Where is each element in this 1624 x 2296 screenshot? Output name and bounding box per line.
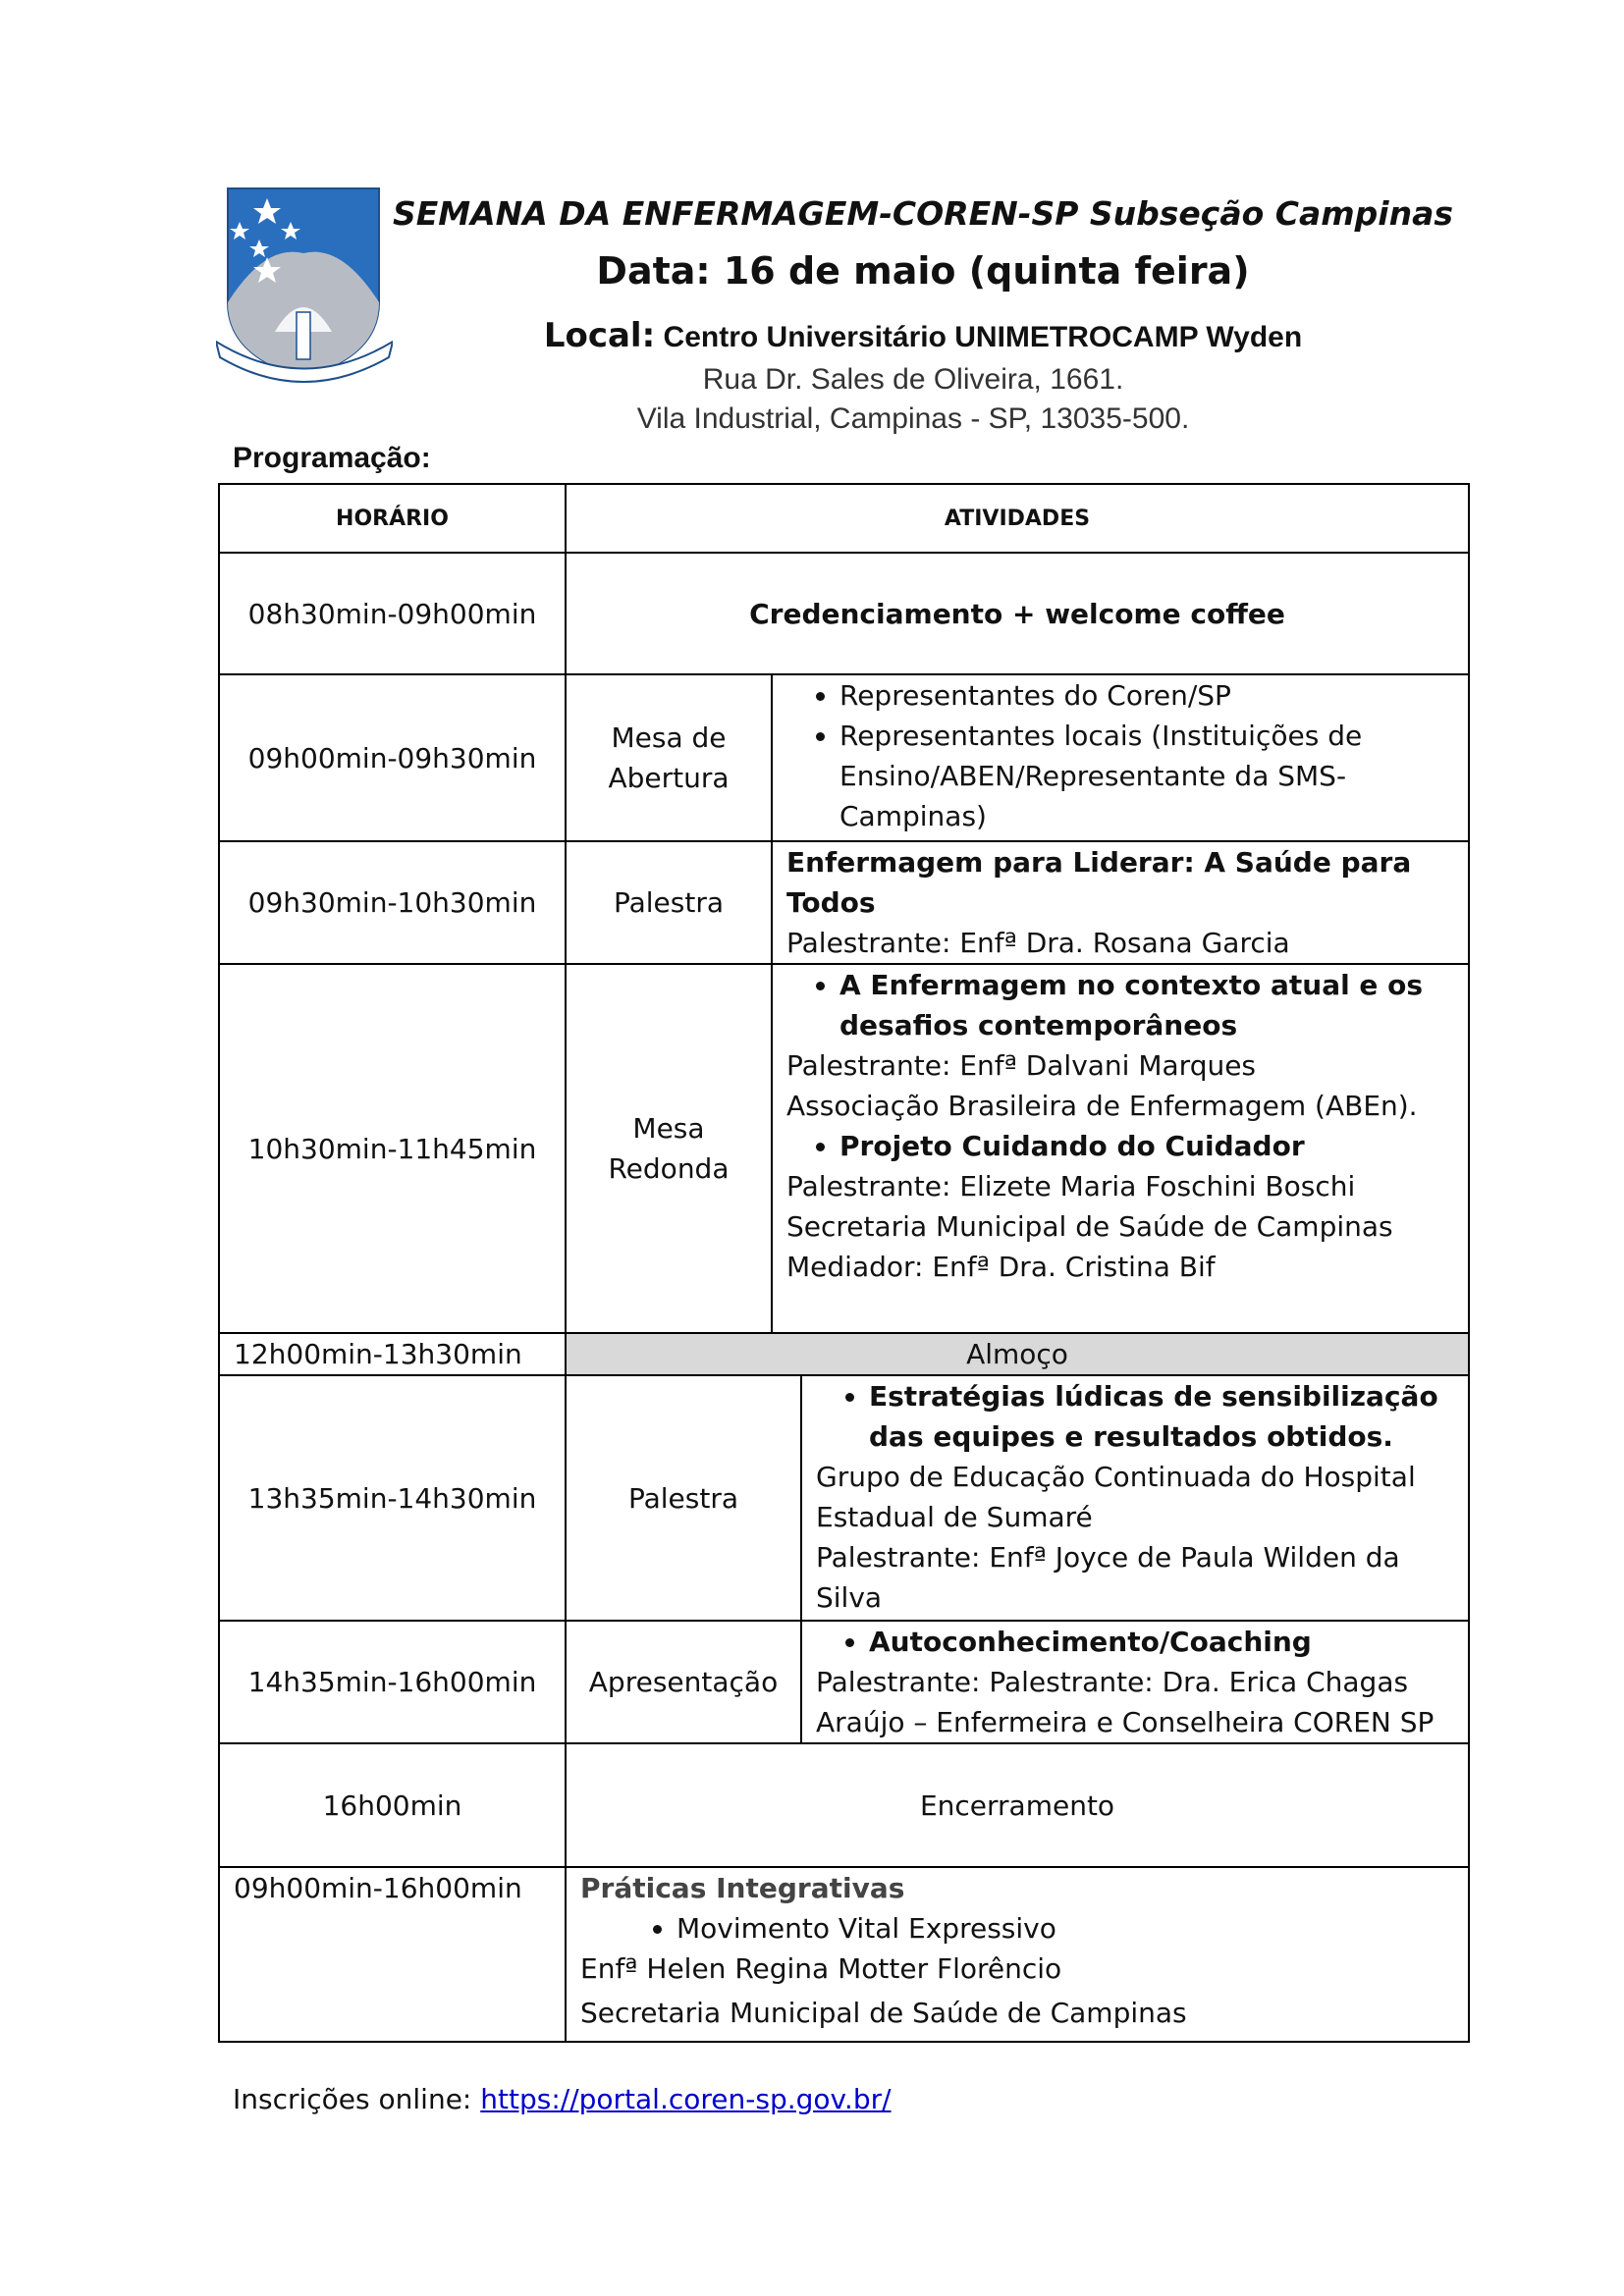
event-title: SEMANA DA ENFERMAGEM-COREN-SP Subseção Campinas bbox=[392, 194, 1454, 233]
row-time: 12h00min-13h30min bbox=[219, 1333, 566, 1375]
table-row bbox=[219, 1375, 1469, 1621]
header-atividades: ATIVIDADES bbox=[566, 484, 1469, 553]
registration-label: Inscrições online: bbox=[233, 2083, 481, 2115]
row-activity bbox=[772, 674, 1469, 841]
speaker: Palestrante: Enfª Joyce de Paula Wilden da Silva bbox=[816, 1541, 1400, 1614]
organization: Associação Brasileira de Enfermagem (ABEn). bbox=[786, 1090, 1418, 1122]
row-activity bbox=[566, 1867, 1469, 2042]
table-row bbox=[219, 1621, 1469, 1743]
address-line-1: Rua Dr. Sales de Oliveira, 1661. bbox=[702, 363, 1124, 396]
speaker: Palestrante: Enfª Dra. Rosana Garcia bbox=[786, 927, 1290, 959]
location-label: Local: bbox=[543, 316, 656, 355]
table-row bbox=[219, 1743, 1469, 1867]
list-item: • Representantes do Coren/SP bbox=[839, 675, 1458, 716]
list-item: • Representantes locais (Instituições de Ensino/ABEN/Representante da SMS-Campinas) bbox=[839, 716, 1458, 836]
header-horario: HORÁRIO bbox=[219, 484, 566, 553]
mediator: Mediador: Enfª Dra. Cristina Bif bbox=[786, 1251, 1216, 1283]
list-item: • Autoconhecimento/Coaching bbox=[869, 1622, 1458, 1662]
row-time: 10h30min-11h45min bbox=[219, 964, 566, 1333]
speaker: Palestrante: Palestrante: Dra. Erica Chagas Araújo – Enfermeira e Conselheira COREN SP bbox=[816, 1666, 1435, 1738]
row-time: 14h35min-16h00min bbox=[219, 1621, 566, 1743]
row-type-line: Mesa de bbox=[611, 721, 727, 754]
table-row bbox=[219, 674, 1469, 841]
row-type-line: Mesa bbox=[632, 1112, 705, 1145]
talk-title: Enfermagem para Liderar: A Saúde para Todos bbox=[786, 846, 1412, 919]
speaker: Palestrante: Elizete Maria Foschini Boschi bbox=[786, 1170, 1356, 1202]
row-type bbox=[566, 964, 772, 1333]
schedule-table bbox=[218, 483, 1470, 2043]
row-activity: Almoço bbox=[566, 1333, 1469, 1375]
speaker: Palestrante: Enfª Dalvani Marques bbox=[786, 1049, 1257, 1082]
row-activity: Encerramento bbox=[566, 1743, 1469, 1867]
table-row bbox=[219, 1333, 1469, 1375]
row-type: Palestra bbox=[566, 841, 772, 964]
row-time: 13h35min-14h30min bbox=[219, 1375, 566, 1621]
registration-footer bbox=[233, 2083, 892, 2115]
row-time: 08h30min-09h00min bbox=[219, 553, 566, 674]
organization: Secretaria Municipal de Saúde de Campinas bbox=[786, 1210, 1393, 1243]
row-time: 16h00min bbox=[219, 1743, 566, 1867]
table-row bbox=[219, 964, 1469, 1333]
event-date: Data: 16 de maio (quinta feira) bbox=[596, 249, 1250, 293]
row-activity bbox=[801, 1621, 1469, 1743]
row-type: Apresentação bbox=[566, 1621, 801, 1743]
location-value: Centro Universitário UNIMETROCAMP Wyden bbox=[663, 321, 1303, 353]
table-row bbox=[219, 1867, 1469, 2042]
row-time: 09h00min-16h00min bbox=[219, 1867, 566, 2042]
list-item: • A Enfermagem no contexto atual e os desafios contemporâneos bbox=[839, 965, 1458, 1045]
list-item: • Movimento Vital Expressivo bbox=[677, 1908, 1458, 1949]
list-item: • Projeto Cuidando do Cuidador bbox=[839, 1126, 1458, 1166]
registration-link[interactable]: https://portal.coren-sp.gov.br/ bbox=[480, 2083, 892, 2115]
address-line-2: Vila Industrial, Campinas - SP, 13035-500. bbox=[636, 402, 1190, 435]
row-type bbox=[566, 674, 772, 841]
row-time: 09h00min-09h30min bbox=[219, 674, 566, 841]
list-item: • Estratégias lúdicas de sensibilização das equipes e resultados obtidos. bbox=[869, 1376, 1458, 1457]
programacao-heading: Programação: bbox=[233, 442, 431, 474]
organization: Grupo de Educação Continuada do Hospital Estadual de Sumaré bbox=[816, 1461, 1416, 1533]
row-type-line: Abertura bbox=[608, 762, 730, 794]
praticas-title: Práticas Integrativas bbox=[580, 1872, 905, 1904]
row-time: 09h30min-10h30min bbox=[219, 841, 566, 964]
row-activity bbox=[772, 841, 1469, 964]
speaker: Enfª Helen Regina Motter Florêncio bbox=[580, 1952, 1062, 1985]
row-type-line: Redonda bbox=[608, 1152, 730, 1185]
event-location bbox=[373, 316, 1473, 355]
row-activity bbox=[801, 1375, 1469, 1621]
row-type: Palestra bbox=[566, 1375, 801, 1621]
coren-logo bbox=[216, 185, 393, 391]
table-row bbox=[219, 553, 1469, 674]
organization: Secretaria Municipal de Saúde de Campinas bbox=[580, 1997, 1187, 2029]
table-header-row bbox=[219, 484, 1469, 553]
row-activity bbox=[772, 964, 1469, 1333]
row-activity: Credenciamento + welcome coffee bbox=[566, 553, 1469, 674]
table-row bbox=[219, 841, 1469, 964]
